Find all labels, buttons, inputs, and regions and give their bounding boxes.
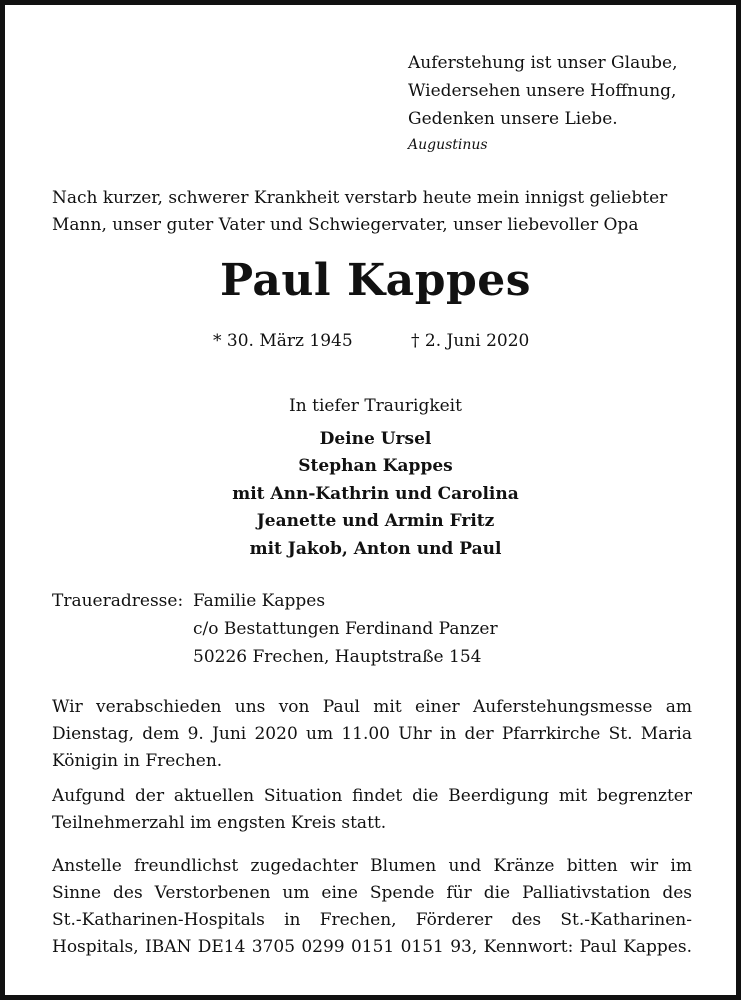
address-line: 50226 Frechen, Hauptstraße 154 bbox=[193, 647, 482, 667]
deceased-name: Paul Kappes bbox=[220, 255, 531, 306]
quote-line: Wiedersehen unsere Hoffnung, bbox=[408, 81, 677, 101]
paragraph-line: Königin in Frechen. bbox=[52, 751, 223, 771]
quote-line: Auferstehung ist unser Glaube, bbox=[408, 53, 678, 73]
quote-line: Gedenken unsere Liebe. bbox=[408, 109, 618, 129]
paragraph-line: Anstelle freundlichst zugedachter Blumen und Kränze bitten wir im bbox=[52, 856, 692, 876]
address-label: Traueradresse: bbox=[52, 591, 184, 611]
paragraph-line: Sinne des Verstorbenen um eine Spende für die Palliativstation des bbox=[52, 883, 692, 903]
death-date: † 2. Juni 2020 bbox=[411, 331, 530, 351]
mourner-line: mit Ann-Kathrin und Carolina bbox=[232, 484, 519, 504]
address-line: c/o Bestattungen Ferdinand Panzer bbox=[193, 619, 498, 639]
mourner-line: Jeanette und Armin Fritz bbox=[256, 511, 495, 531]
paragraph-line: Teilnehmerzahl im engsten Kreis statt. bbox=[52, 813, 387, 833]
paragraph-line: Hospitals, IBAN DE14 3705 0299 0151 0151 93, Kennwort: Paul Kappes. bbox=[52, 937, 692, 957]
paragraph-line: Wir verabschieden uns von Paul mit einer Auferstehungsmesse am bbox=[52, 697, 692, 717]
paragraph-line: Dienstag, dem 9. Juni 2020 um 11.00 Uhr in der Pfarrkirche St. Maria bbox=[52, 724, 692, 744]
address-line: Familie Kappes bbox=[193, 591, 326, 611]
intro-line: Nach kurzer, schwerer Krankheit verstarb heute mein innigst geliebter bbox=[52, 188, 668, 208]
intro-line: Mann, unser guter Vater und Schwiegervater, unser liebevoller Opa bbox=[52, 215, 639, 235]
mourner-line: mit Jakob, Anton und Paul bbox=[249, 539, 502, 559]
paragraph-line: Aufgund der aktuellen Situation findet die Beerdigung mit begrenzter bbox=[52, 786, 692, 806]
birth-date: * 30. März 1945 bbox=[213, 331, 353, 351]
situation-paragraph bbox=[52, 783, 692, 837]
paragraph-line: St.-Katharinen-Hospitals in Frechen, Förderer des St.-Katharinen- bbox=[52, 910, 692, 930]
quote-author: Augustinus bbox=[408, 137, 488, 153]
donation-paragraph bbox=[52, 853, 692, 961]
service-paragraph bbox=[52, 694, 692, 775]
mourning-intro: In tiefer Traurigkeit bbox=[289, 396, 462, 416]
mourner-line: Stephan Kappes bbox=[298, 456, 453, 476]
mourner-line: Deine Ursel bbox=[319, 429, 432, 449]
